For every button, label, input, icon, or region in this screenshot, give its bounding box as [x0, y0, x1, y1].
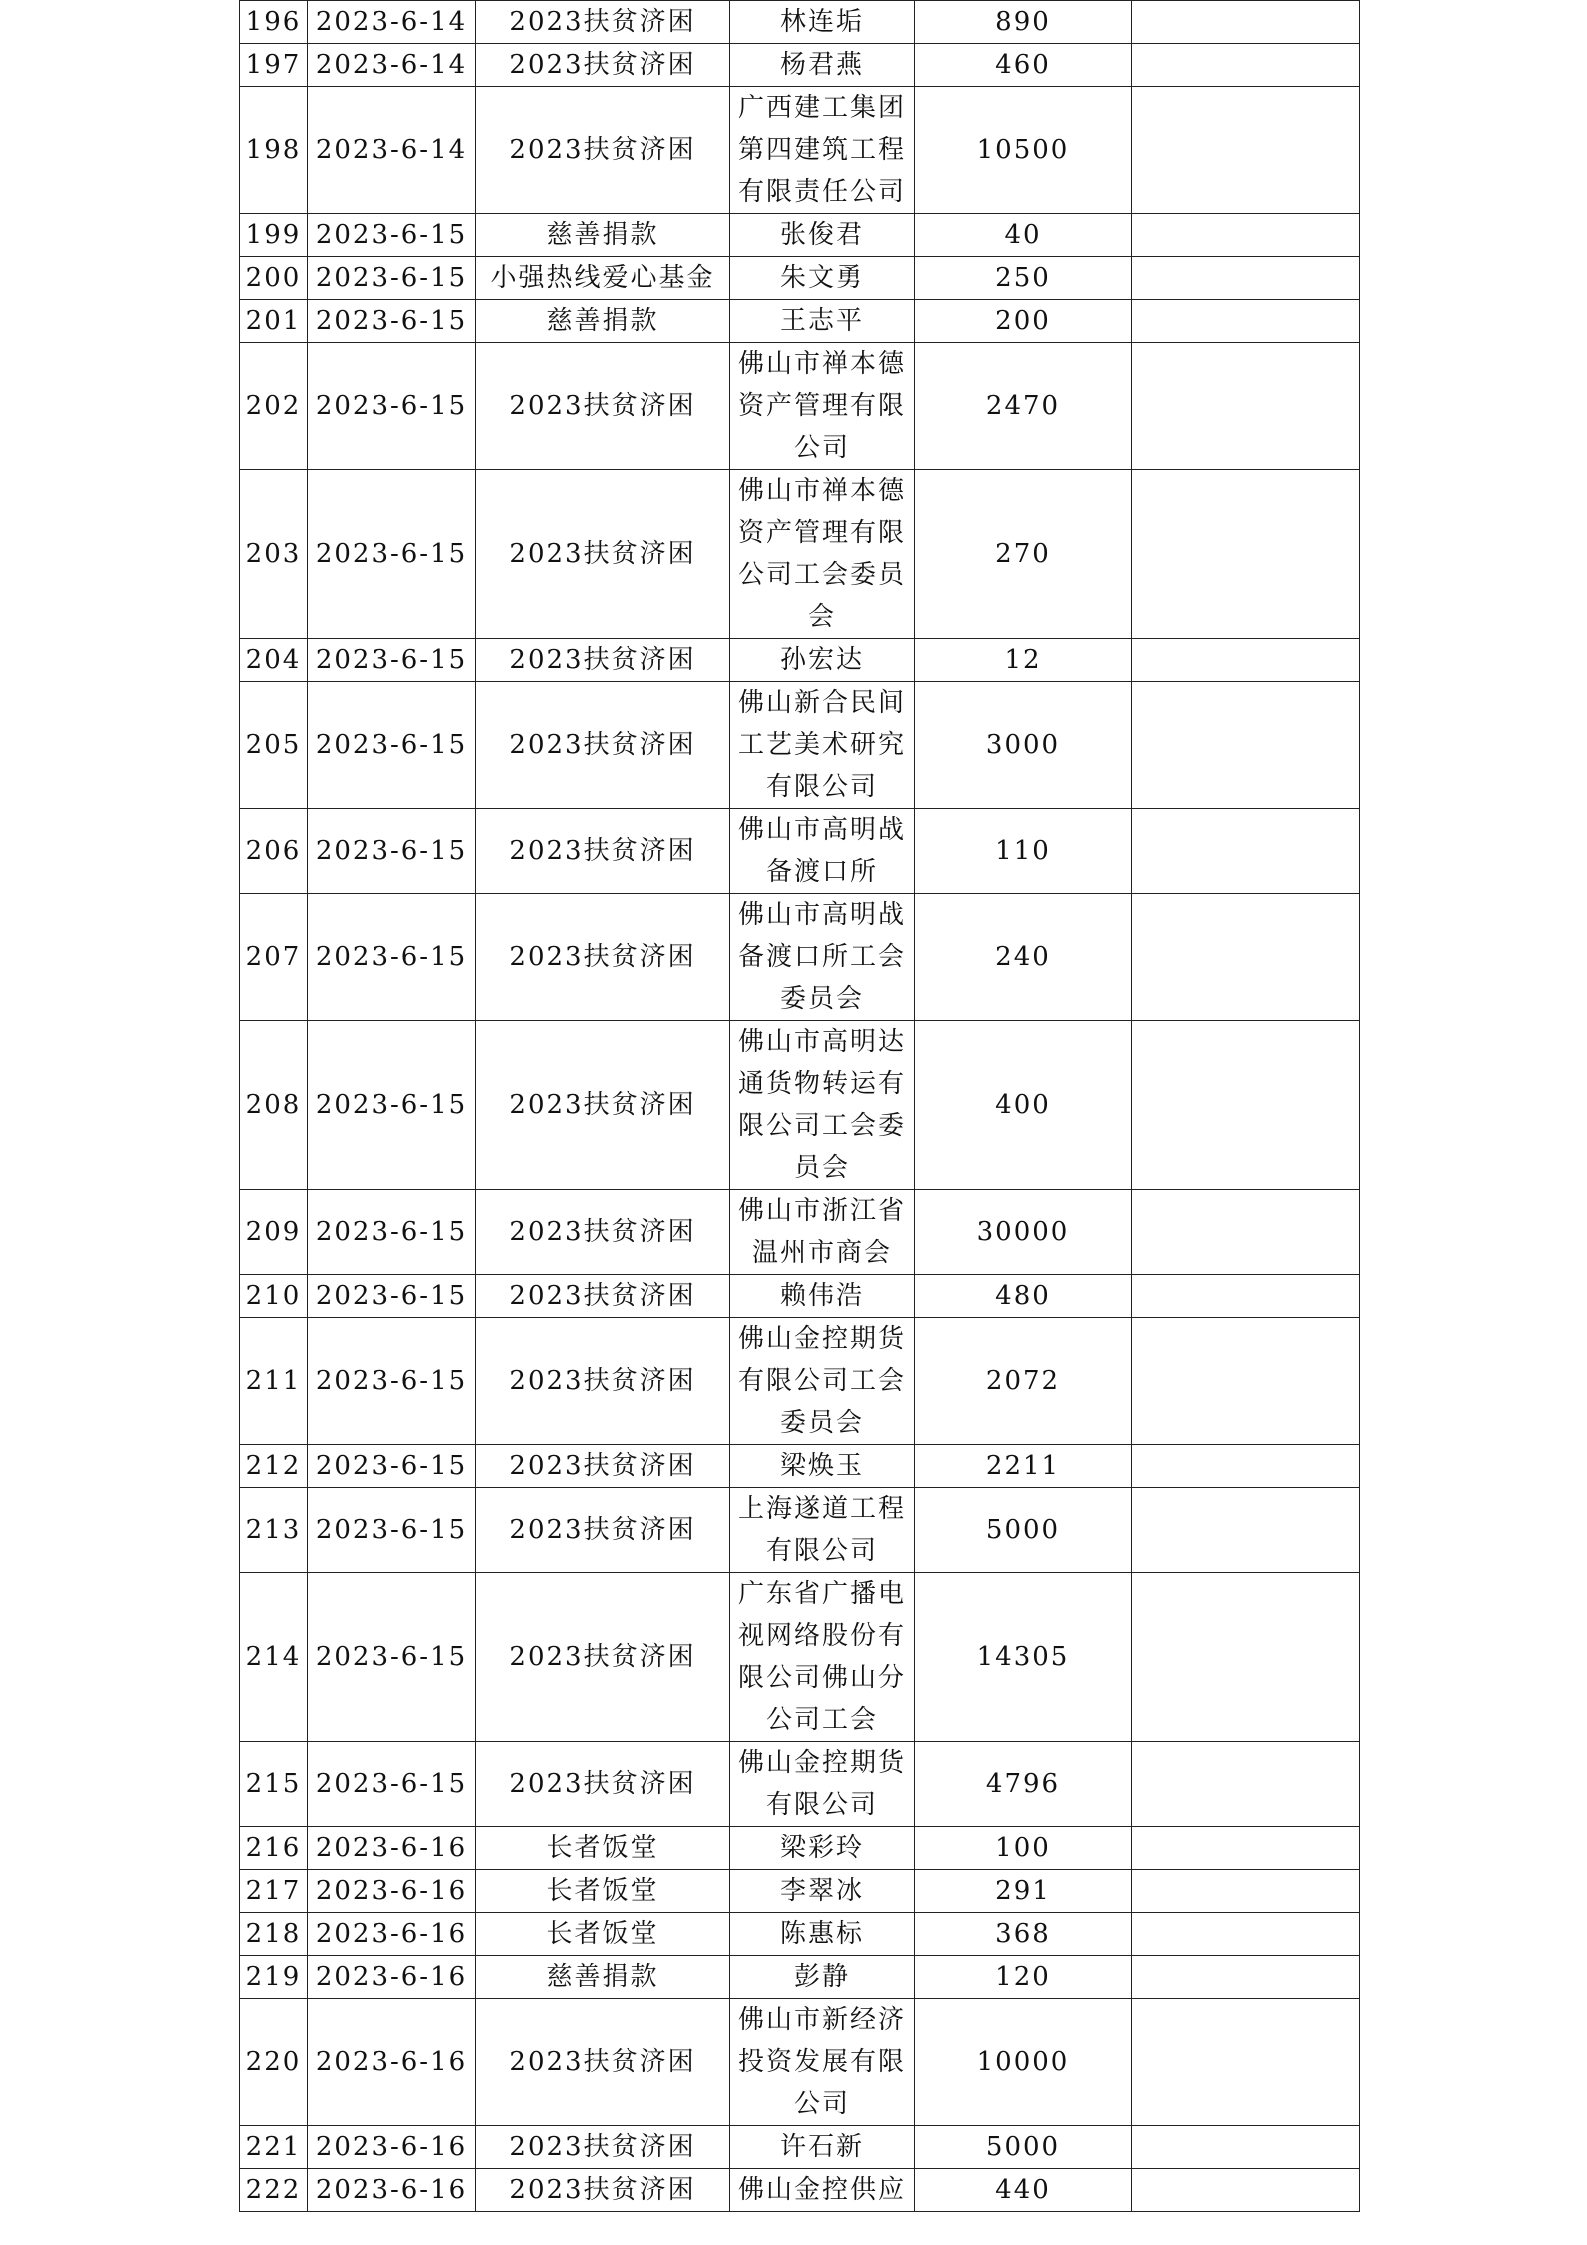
donor-cell: 王志平	[730, 300, 915, 343]
category-cell: 2023扶贫济困	[476, 1, 730, 44]
table-row	[240, 1913, 1360, 1956]
table-row	[240, 1870, 1360, 1913]
table-row	[240, 2169, 1360, 2212]
date-cell: 2023-6-15	[308, 1021, 476, 1190]
category-cell: 长者饭堂	[476, 1827, 730, 1870]
donor-cell: 上海遂道工程有限公司	[730, 1488, 915, 1573]
amount-cell: 200	[915, 300, 1132, 343]
donor-cell: 陈惠标	[730, 1913, 915, 1956]
note-cell	[1132, 894, 1360, 1021]
amount-cell: 400	[915, 1021, 1132, 1190]
category-cell: 慈善捐款	[476, 1956, 730, 1999]
donation-table	[239, 0, 1360, 2212]
row-number-cell: 205	[240, 682, 308, 809]
category-cell: 2023扶贫济困	[476, 1275, 730, 1318]
row-number-cell: 217	[240, 1870, 308, 1913]
category-cell: 2023扶贫济困	[476, 1488, 730, 1573]
note-cell	[1132, 343, 1360, 470]
donor-cell: 佛山金控期货有限公司	[730, 1742, 915, 1827]
note-cell	[1132, 44, 1360, 87]
date-cell: 2023-6-14	[308, 1, 476, 44]
note-cell	[1132, 1190, 1360, 1275]
row-number-cell: 196	[240, 1, 308, 44]
table-row	[240, 1275, 1360, 1318]
row-number-cell: 216	[240, 1827, 308, 1870]
amount-cell: 30000	[915, 1190, 1132, 1275]
table-row	[240, 87, 1360, 214]
table-row	[240, 257, 1360, 300]
note-cell	[1132, 1956, 1360, 1999]
donor-cell: 彭静	[730, 1956, 915, 1999]
amount-cell: 100	[915, 1827, 1132, 1870]
date-cell: 2023-6-15	[308, 809, 476, 894]
row-number-cell: 212	[240, 1445, 308, 1488]
donation-table-body	[240, 1, 1360, 2212]
amount-cell: 240	[915, 894, 1132, 1021]
category-cell: 2023扶贫济困	[476, 1573, 730, 1742]
category-cell: 2023扶贫济困	[476, 809, 730, 894]
donor-cell: 佛山市高明战备渡口所工会委员会	[730, 894, 915, 1021]
date-cell: 2023-6-15	[308, 1190, 476, 1275]
table-row	[240, 2126, 1360, 2169]
table-row	[240, 300, 1360, 343]
note-cell	[1132, 470, 1360, 639]
donor-cell: 佛山市新经济投资发展有限公司	[730, 1999, 915, 2126]
note-cell	[1132, 1021, 1360, 1190]
note-cell	[1132, 214, 1360, 257]
table-row	[240, 1742, 1360, 1827]
date-cell: 2023-6-15	[308, 1488, 476, 1573]
table-row	[240, 809, 1360, 894]
amount-cell: 4796	[915, 1742, 1132, 1827]
row-number-cell: 209	[240, 1190, 308, 1275]
row-number-cell: 198	[240, 87, 308, 214]
category-cell: 2023扶贫济困	[476, 2169, 730, 2212]
category-cell: 2023扶贫济困	[476, 343, 730, 470]
table-row	[240, 1318, 1360, 1445]
note-cell	[1132, 1742, 1360, 1827]
row-number-cell: 204	[240, 639, 308, 682]
date-cell: 2023-6-14	[308, 87, 476, 214]
row-number-cell: 221	[240, 2126, 308, 2169]
row-number-cell: 218	[240, 1913, 308, 1956]
amount-cell: 5000	[915, 1488, 1132, 1573]
donor-cell: 梁焕玉	[730, 1445, 915, 1488]
date-cell: 2023-6-15	[308, 682, 476, 809]
table-row	[240, 1488, 1360, 1573]
donor-cell: 张俊君	[730, 214, 915, 257]
date-cell: 2023-6-15	[308, 1318, 476, 1445]
amount-cell: 3000	[915, 682, 1132, 809]
table-row	[240, 1445, 1360, 1488]
note-cell	[1132, 809, 1360, 894]
note-cell	[1132, 1318, 1360, 1445]
table-row	[240, 1999, 1360, 2126]
row-number-cell: 199	[240, 214, 308, 257]
category-cell: 2023扶贫济困	[476, 44, 730, 87]
amount-cell: 5000	[915, 2126, 1132, 2169]
category-cell: 2023扶贫济困	[476, 1999, 730, 2126]
date-cell: 2023-6-16	[308, 2126, 476, 2169]
date-cell: 2023-6-16	[308, 1956, 476, 1999]
note-cell	[1132, 1, 1360, 44]
donor-cell: 佛山金控供应	[730, 2169, 915, 2212]
category-cell: 2023扶贫济困	[476, 1318, 730, 1445]
category-cell: 2023扶贫济困	[476, 2126, 730, 2169]
date-cell: 2023-6-16	[308, 2169, 476, 2212]
note-cell	[1132, 682, 1360, 809]
table-row	[240, 682, 1360, 809]
amount-cell: 2072	[915, 1318, 1132, 1445]
table-row	[240, 1827, 1360, 1870]
table-row	[240, 1956, 1360, 1999]
row-number-cell: 207	[240, 894, 308, 1021]
amount-cell: 120	[915, 1956, 1132, 1999]
note-cell	[1132, 1445, 1360, 1488]
amount-cell: 10000	[915, 1999, 1132, 2126]
row-number-cell: 210	[240, 1275, 308, 1318]
table-row	[240, 470, 1360, 639]
amount-cell: 480	[915, 1275, 1132, 1318]
donor-cell: 李翠冰	[730, 1870, 915, 1913]
date-cell: 2023-6-15	[308, 300, 476, 343]
donor-cell: 佛山新合民间工艺美术研究有限公司	[730, 682, 915, 809]
category-cell: 长者饭堂	[476, 1913, 730, 1956]
table-row	[240, 214, 1360, 257]
amount-cell: 2470	[915, 343, 1132, 470]
category-cell: 小强热线爱心基金	[476, 257, 730, 300]
donor-cell: 佛山市高明达通货物转运有限公司工会委员会	[730, 1021, 915, 1190]
note-cell	[1132, 87, 1360, 214]
amount-cell: 250	[915, 257, 1132, 300]
amount-cell: 40	[915, 214, 1132, 257]
date-cell: 2023-6-14	[308, 44, 476, 87]
row-number-cell: 202	[240, 343, 308, 470]
donor-cell: 广东省广播电视网络股份有限公司佛山分公司工会	[730, 1573, 915, 1742]
table-row	[240, 639, 1360, 682]
amount-cell: 110	[915, 809, 1132, 894]
note-cell	[1132, 257, 1360, 300]
row-number-cell: 203	[240, 470, 308, 639]
amount-cell: 460	[915, 44, 1132, 87]
amount-cell: 14305	[915, 1573, 1132, 1742]
row-number-cell: 201	[240, 300, 308, 343]
row-number-cell: 206	[240, 809, 308, 894]
category-cell: 长者饭堂	[476, 1870, 730, 1913]
date-cell: 2023-6-16	[308, 1827, 476, 1870]
date-cell: 2023-6-15	[308, 257, 476, 300]
table-row	[240, 894, 1360, 1021]
row-number-cell: 215	[240, 1742, 308, 1827]
row-number-cell: 200	[240, 257, 308, 300]
category-cell: 2023扶贫济困	[476, 470, 730, 639]
row-number-cell: 208	[240, 1021, 308, 1190]
donor-cell: 梁彩玲	[730, 1827, 915, 1870]
row-number-cell: 214	[240, 1573, 308, 1742]
row-number-cell: 220	[240, 1999, 308, 2126]
note-cell	[1132, 300, 1360, 343]
donor-cell: 佛山市高明战备渡口所	[730, 809, 915, 894]
date-cell: 2023-6-15	[308, 1573, 476, 1742]
table-row	[240, 1190, 1360, 1275]
note-cell	[1132, 1870, 1360, 1913]
date-cell: 2023-6-15	[308, 639, 476, 682]
category-cell: 2023扶贫济困	[476, 682, 730, 809]
category-cell: 2023扶贫济困	[476, 1021, 730, 1190]
category-cell: 2023扶贫济困	[476, 894, 730, 1021]
note-cell	[1132, 1913, 1360, 1956]
donor-cell: 佛山市浙江省温州市商会	[730, 1190, 915, 1275]
date-cell: 2023-6-15	[308, 1742, 476, 1827]
amount-cell: 270	[915, 470, 1132, 639]
amount-cell: 890	[915, 1, 1132, 44]
date-cell: 2023-6-16	[308, 1999, 476, 2126]
row-number-cell: 197	[240, 44, 308, 87]
donor-cell: 孙宏达	[730, 639, 915, 682]
table-row	[240, 44, 1360, 87]
donor-cell: 林连垢	[730, 1, 915, 44]
donor-cell: 广西建工集团第四建筑工程有限责任公司	[730, 87, 915, 214]
amount-cell: 368	[915, 1913, 1132, 1956]
donor-cell: 佛山市禅本德资产管理有限公司	[730, 343, 915, 470]
category-cell: 慈善捐款	[476, 214, 730, 257]
note-cell	[1132, 2126, 1360, 2169]
note-cell	[1132, 639, 1360, 682]
table-row	[240, 1573, 1360, 1742]
date-cell: 2023-6-16	[308, 1913, 476, 1956]
row-number-cell: 211	[240, 1318, 308, 1445]
date-cell: 2023-6-15	[308, 214, 476, 257]
note-cell	[1132, 1488, 1360, 1573]
category-cell: 2023扶贫济困	[476, 1190, 730, 1275]
row-number-cell: 222	[240, 2169, 308, 2212]
date-cell: 2023-6-16	[308, 1870, 476, 1913]
table-row	[240, 1, 1360, 44]
amount-cell: 10500	[915, 87, 1132, 214]
note-cell	[1132, 1573, 1360, 1742]
amount-cell: 12	[915, 639, 1132, 682]
amount-cell: 440	[915, 2169, 1132, 2212]
amount-cell: 2211	[915, 1445, 1132, 1488]
donor-cell: 杨君燕	[730, 44, 915, 87]
date-cell: 2023-6-15	[308, 1275, 476, 1318]
note-cell	[1132, 1827, 1360, 1870]
donor-cell: 许石新	[730, 2126, 915, 2169]
note-cell	[1132, 1275, 1360, 1318]
category-cell: 2023扶贫济困	[476, 1742, 730, 1827]
category-cell: 慈善捐款	[476, 300, 730, 343]
category-cell: 2023扶贫济困	[476, 639, 730, 682]
row-number-cell: 219	[240, 1956, 308, 1999]
category-cell: 2023扶贫济困	[476, 87, 730, 214]
amount-cell: 291	[915, 1870, 1132, 1913]
date-cell: 2023-6-15	[308, 894, 476, 1021]
donor-cell: 佛山金控期货有限公司工会委员会	[730, 1318, 915, 1445]
category-cell: 2023扶贫济困	[476, 1445, 730, 1488]
date-cell: 2023-6-15	[308, 470, 476, 639]
table-row	[240, 1021, 1360, 1190]
note-cell	[1132, 1999, 1360, 2126]
donor-cell: 朱文勇	[730, 257, 915, 300]
note-cell	[1132, 2169, 1360, 2212]
date-cell: 2023-6-15	[308, 1445, 476, 1488]
row-number-cell: 213	[240, 1488, 308, 1573]
date-cell: 2023-6-15	[308, 343, 476, 470]
donor-cell: 佛山市禅本德资产管理有限公司工会委员会	[730, 470, 915, 639]
table-row	[240, 343, 1360, 470]
donor-cell: 赖伟浩	[730, 1275, 915, 1318]
